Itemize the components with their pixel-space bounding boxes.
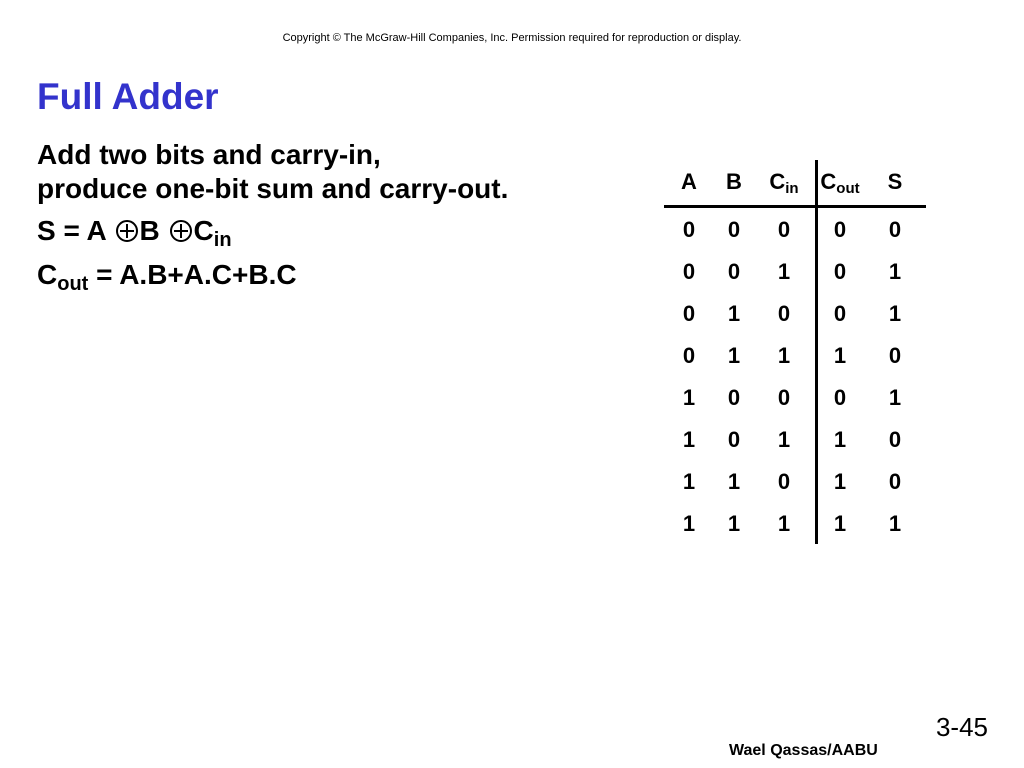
table-cell: 0	[777, 301, 791, 326]
table-cell: 1	[833, 469, 847, 494]
page-number: 3-45	[935, 712, 988, 742]
sum-formula-c: C	[193, 215, 214, 246]
table-cell: 0	[777, 385, 791, 410]
table-cell: 0	[777, 469, 791, 494]
sum-formula-lhs: S = A	[37, 215, 106, 246]
table-row	[664, 422, 926, 464]
table-cell: 1	[888, 385, 902, 410]
table-cell: 0	[833, 217, 847, 242]
carry-formula-c: C	[37, 259, 58, 290]
description-line-1: Add two bits and carry-in,	[37, 139, 381, 170]
table-row	[664, 506, 926, 548]
header-cout: $C_{out}$	[820, 169, 860, 197]
slide-body	[37, 138, 509, 295]
table-row	[664, 338, 926, 380]
copyright-notice: Copyright © The McGraw-Hill Companies, Inc. Permission required for reproduction or display.	[282, 32, 742, 44]
table-row	[664, 464, 926, 506]
table-row	[664, 212, 926, 254]
table-cell: 0	[727, 427, 741, 452]
description-text	[37, 138, 508, 206]
header-s: S	[887, 169, 903, 194]
table-cell: 1	[777, 343, 791, 368]
sum-formula-c-subscript: in	[213, 229, 232, 251]
table-cell: 0	[888, 343, 902, 368]
slide-title: Full Adder	[37, 76, 219, 117]
table-cell: 0	[888, 427, 902, 452]
table-cell: 1	[777, 511, 791, 536]
table-cell: 1	[727, 301, 741, 326]
table-cell: 0	[682, 259, 696, 284]
author-credit: Wael Qassas/AABU	[729, 742, 878, 759]
table-cell: 1	[727, 469, 741, 494]
table-cell: 1	[727, 343, 741, 368]
header-b: B	[726, 169, 742, 194]
sum-formula-b: B	[139, 215, 160, 246]
table-row	[664, 380, 926, 422]
table-cell: 1	[888, 259, 902, 284]
table-cell: 0	[682, 301, 696, 326]
table-cell: 1	[682, 511, 696, 536]
table-cell: 0	[833, 301, 847, 326]
table-cell: 1	[777, 427, 791, 452]
table-row	[664, 296, 926, 338]
truth-table-header	[664, 164, 926, 206]
header-a: A	[681, 169, 697, 194]
sum-formula	[37, 214, 508, 251]
table-cell: 0	[727, 217, 741, 242]
carry-formula	[37, 258, 508, 295]
table-cell: 1	[777, 259, 791, 284]
table-cell: 0	[727, 385, 741, 410]
table-cell: 1	[682, 469, 696, 494]
table-cell: 0	[888, 217, 902, 242]
xor-icon	[170, 220, 192, 242]
table-cell: 1	[888, 301, 902, 326]
table-cell: 0	[682, 217, 696, 242]
carry-formula-c-subscript: out	[57, 273, 89, 295]
truth-table	[664, 160, 926, 544]
table-cell: 0	[888, 469, 902, 494]
table-cell: 1	[833, 343, 847, 368]
header-cin: $C_{in}$	[769, 169, 799, 197]
table-cell: 0	[833, 385, 847, 410]
table-cell: 1	[833, 511, 847, 536]
table-cell: 1	[682, 427, 696, 452]
table-cell: 0	[727, 259, 741, 284]
table-cell: 0	[777, 217, 791, 242]
table-row	[664, 254, 926, 296]
table-cell: 0	[833, 259, 847, 284]
carry-formula-rhs: = A.B+A.C+B.C	[96, 259, 297, 290]
table-cell: 1	[833, 427, 847, 452]
table-cell: 1	[888, 511, 902, 536]
table-cell: 1	[727, 511, 741, 536]
table-cell: 1	[682, 385, 696, 410]
description-line-2: produce one-bit sum and carry-out.	[37, 173, 509, 204]
table-cell: 0	[682, 343, 696, 368]
xor-icon	[116, 220, 138, 242]
header-divider	[664, 205, 926, 208]
